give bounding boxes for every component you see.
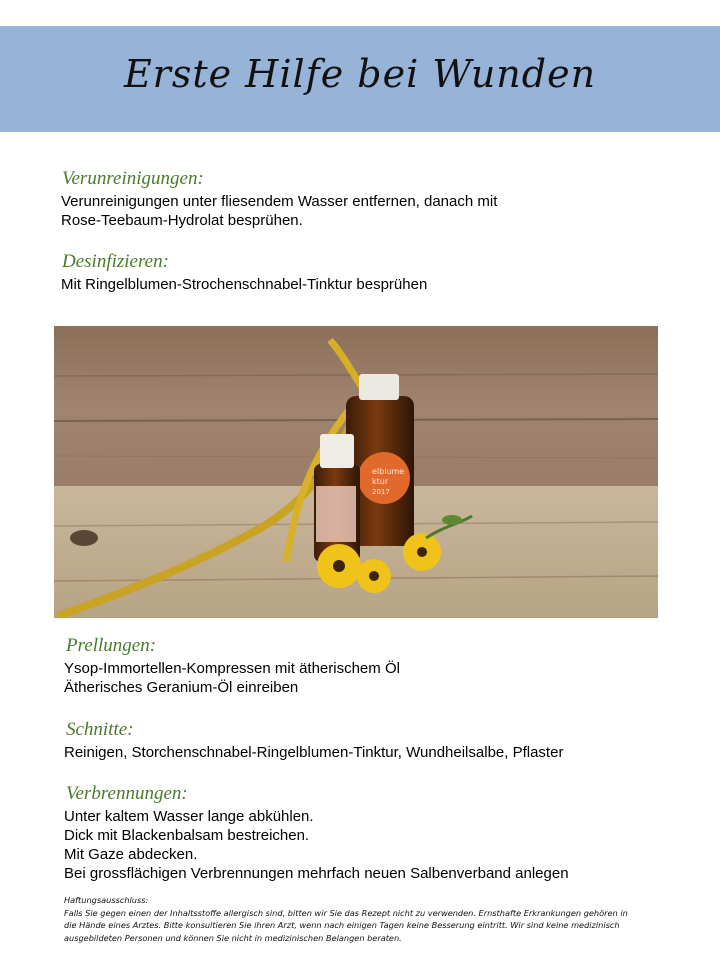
bottle-label-text: elblume — [372, 467, 405, 476]
product-photo — [54, 326, 658, 618]
text-verbrennungen — [64, 807, 569, 883]
heading-prellungen: Prellungen: — [66, 635, 157, 656]
heading-verunreinigungen: Verunreinigungen: — [62, 168, 204, 189]
text-schnitte — [64, 743, 563, 762]
text-line: Verunreinigungen unter fliesendem Wasser entfernen, danach mit — [61, 193, 498, 210]
disclaimer-line: die Hände eines Arztes. Bitte konsultieren Sie ihren Arzt, wenn nach einigen Tagen keine Besserung eintritt. Wir sind keine medizinisch — [64, 920, 620, 930]
bottle-label-text: 2017 — [372, 488, 390, 496]
heading-verbrennungen: Verbrennungen: — [66, 783, 188, 804]
text-prellungen — [64, 659, 400, 697]
text-line: Unter kaltem Wasser lange abkühlen. — [64, 808, 314, 825]
text-line: Mit Ringelblumen-Strochenschnabel-Tinktur besprühen — [61, 276, 428, 293]
bottle-label-text: ktur — [372, 477, 389, 486]
text-desinfizieren — [61, 275, 427, 294]
heading-schnitte: Schnitte: — [66, 719, 134, 740]
text-line: Ysop-Immortellen-Kompressen mit ätherischem Öl — [64, 660, 400, 677]
text-line: Reinigen, Storchenschnabel-Ringelblumen-Tinktur, Wundheilsalbe, Pflaster — [64, 744, 564, 761]
text-line: Bei grossflächigen Verbrennungen mehrfach neuen Salbenverband anlegen — [64, 865, 569, 882]
disclaimer-line: Falls Sie gegen einen der Inhaltsstoffe allergisch sind, bitten wir Sie das Rezept nicht zu verwenden. Ernsthafte Erkrankungen gehören in — [64, 907, 628, 918]
text-line: Rose-Teebaum-Hydrolat besprühen. — [61, 212, 303, 229]
text-line: Dick mit Blackenbalsam bestreichen. — [64, 827, 310, 844]
text-line: Mit Gaze abdecken. — [64, 846, 198, 863]
disclaimer — [64, 894, 664, 944]
text-verunreinigungen — [61, 192, 497, 230]
disclaimer-heading: Haftungsausschluss: — [64, 895, 149, 905]
heading-desinfizieren: Desinfizieren: — [62, 251, 169, 272]
disclaimer-line: ausgebildeten Personen und können Sie nicht in medizinischen Belangen beraten. — [64, 932, 402, 943]
text-line: Ätherisches Geranium-Öl einreiben — [64, 679, 299, 696]
page-title: Erste Hilfe bei Wunden — [123, 52, 597, 96]
